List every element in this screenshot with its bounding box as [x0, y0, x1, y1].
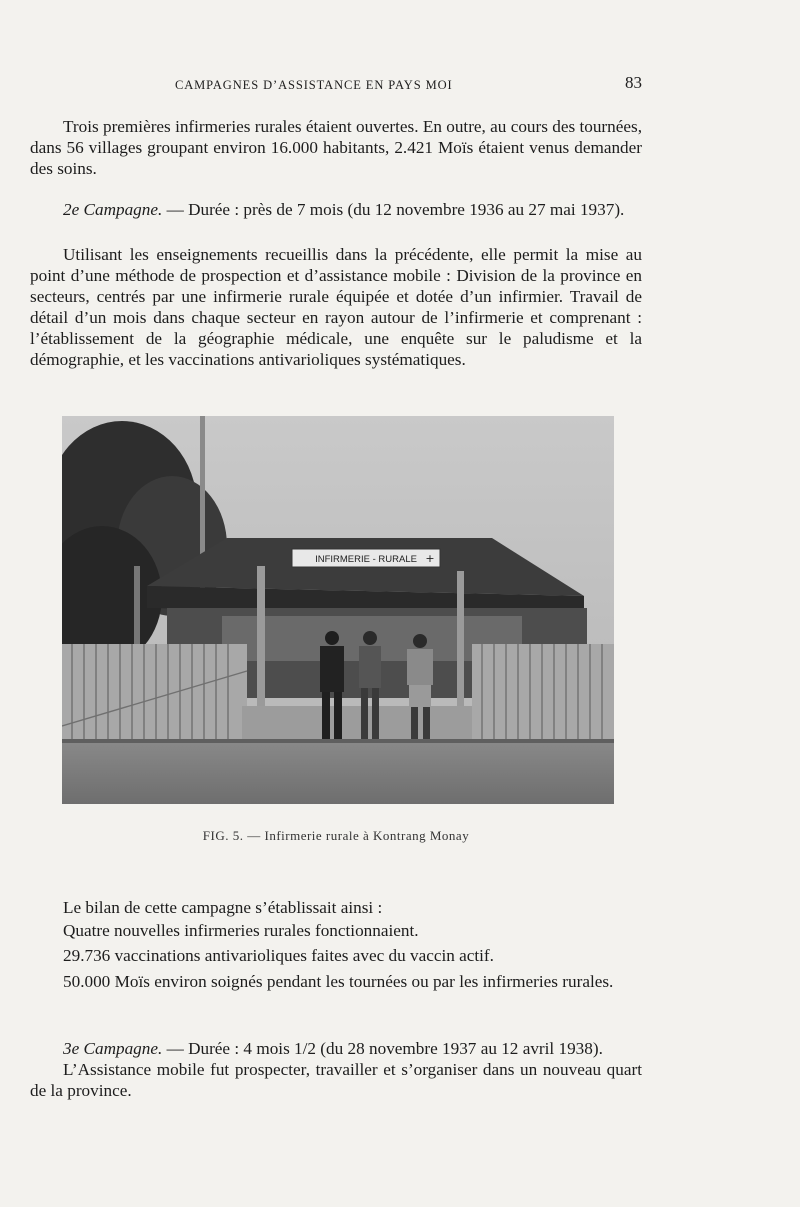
paragraph-3	[30, 244, 642, 370]
campaign-3-paragraph: L’Assistance mobile fut prospecter, travailler et s’organiser dans un nouveau quart de la province.	[30, 1060, 642, 1100]
running-title: CAMPAGNES D’ASSISTANCE EN PAYS MOI	[175, 78, 453, 92]
campaign-3-line	[30, 1038, 642, 1059]
paragraph-3-text: Utilisant les enseignements recueillis dans la précédente, elle permit la mise au point d’une méthode de prospection et d’assistance mobile : Division de la province en secteurs, centrés par une infirmerie rurale équipée et dotée d’un infirmier. Travail de détail d’un mois dans chaque secteur en rayon autour de l’infirmerie et comprenant : l’établissement de la géographie médicale, une enquête sur le paludisme et la démographie, et les vaccinations antivarioliques systématiques.	[30, 245, 642, 369]
campaign-2-line	[30, 199, 642, 220]
campaign-3-duration: — Durée : 4 mois 1/2 (du 28 novembre 1937 au 12 avril 1938).	[162, 1039, 603, 1058]
figure-caption: FIG. 5. — Infirmerie rurale à Kontrang Monay	[202, 828, 470, 843]
ground	[62, 739, 614, 804]
result-item-3-text: 50.000 Moïs environ soignés pendant les tournées ou par les infirmeries rurales.	[63, 972, 614, 991]
results-intro-text: Le bilan de cette campagne s’établissait ainsi :	[63, 898, 383, 917]
page-number: 83	[625, 73, 642, 92]
result-item-1	[30, 920, 642, 941]
three-men	[320, 631, 433, 754]
photo-infirmerie-rurale	[62, 416, 614, 804]
campaign-2-label: 2e Campagne.	[63, 200, 163, 219]
figure-photo	[62, 416, 614, 804]
result-item-2	[30, 945, 642, 966]
campaign-2-duration: — Durée : près de 7 mois (du 12 novembre 1936 au 27 mai 1937).	[162, 200, 625, 219]
results-intro	[30, 897, 642, 918]
paragraph-1	[30, 116, 642, 179]
sign-text: INFIRMERIE - RURALE	[315, 554, 417, 565]
result-item-3	[30, 971, 642, 992]
result-item-1-text: Quatre nouvelles infirmeries rurales fonctionnaient.	[63, 921, 419, 940]
sign-board	[292, 549, 440, 567]
campaign-3-label: 3e Campagne.	[63, 1039, 163, 1058]
campaign-3-section	[30, 1038, 642, 1101]
campaign-2-heading	[30, 199, 642, 220]
result-item-2-text: 29.736 vaccinations antivarioliques faites avec du vaccin actif.	[63, 946, 494, 965]
svg-text:+: +	[425, 552, 435, 565]
paragraph-1-text: Trois premières infirmeries rurales étaient ouvertes. En outre, au cours des tournées, dans 56 villages groupant environ 16.000 habitants, 2.421 Moïs étaient venus demander des soins.	[30, 117, 642, 178]
